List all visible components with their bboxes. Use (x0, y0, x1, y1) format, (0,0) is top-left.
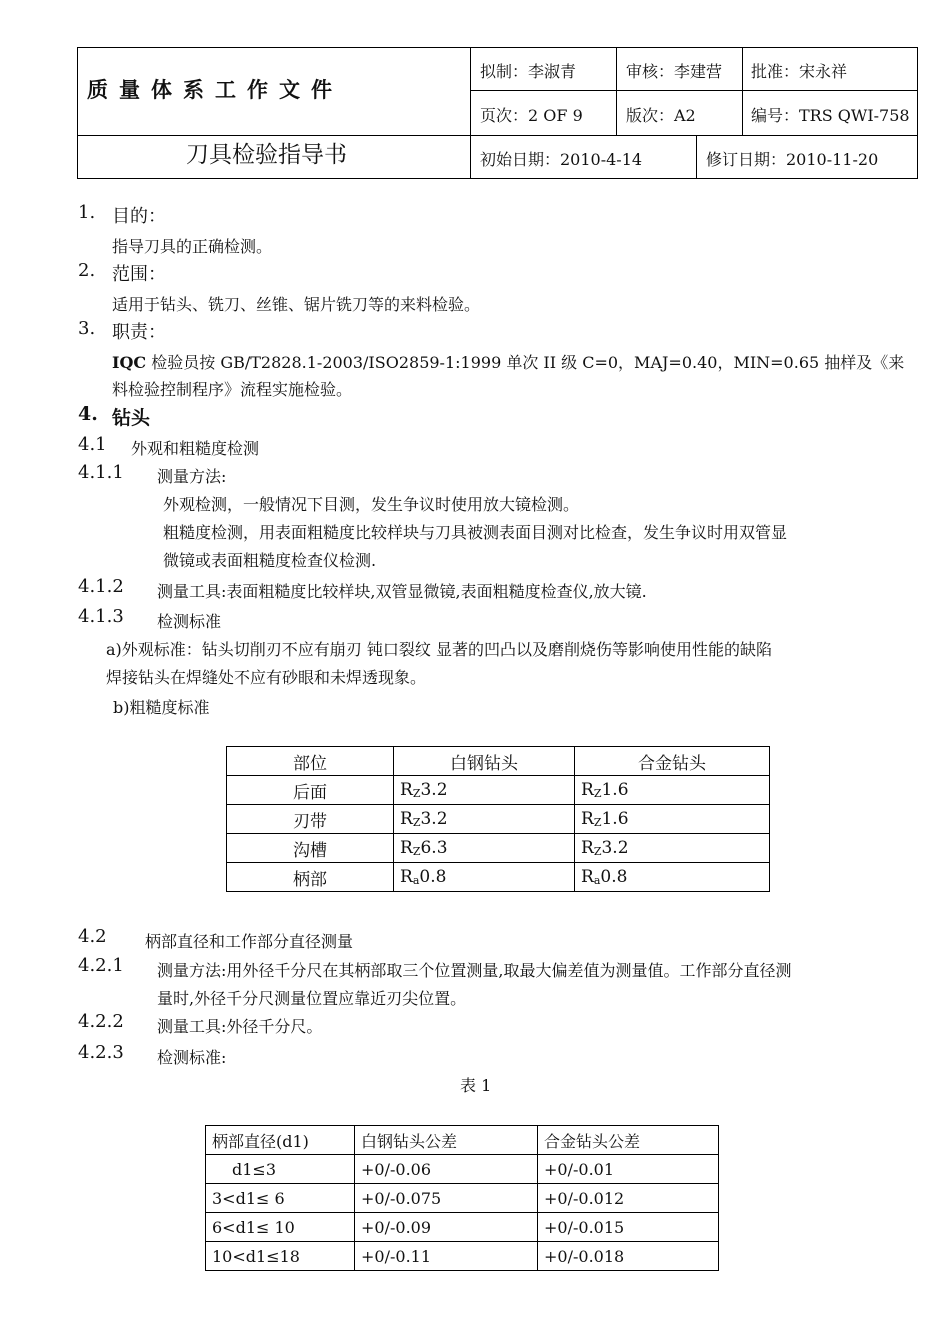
approver: 批准：宋永祥 (751, 62, 848, 81)
section-4-2-3-title: 检测标准: (157, 1048, 227, 1067)
value-cell: $R_Z3.2$ (575, 834, 770, 863)
value-cell: $R_Z1.6$ (575, 776, 770, 805)
table-row (206, 1155, 719, 1184)
section-4-1-1-title: 测量方法: (157, 467, 227, 486)
section-1-number: 1. (78, 202, 96, 223)
initial-date: 初始日期：2010-4-14 (480, 150, 643, 169)
section-4-1-2-title: 测量工具:表面粗糙度比较样块,双管显微镜,表面粗糙度检查仪,放大镜. (157, 582, 647, 601)
tolerance-cell: +0/-0.012 (538, 1184, 719, 1213)
org-title: 质量体系工作文件 (87, 77, 343, 102)
reviewer: 审核：李建营 (626, 62, 723, 81)
section-2-number: 2. (78, 260, 96, 281)
header-cell: 柄部直径(d1) (206, 1126, 355, 1155)
section-4-1-1-line3: 微镜或表面粗糙度检查仪检测. (163, 551, 377, 570)
section-4-2-number: 4.2 (78, 926, 107, 947)
section-4-2-1-line2: 量时,外径千分尺测量位置应靠近刃尖位置。 (157, 989, 467, 1008)
table-row (206, 1213, 719, 1242)
tolerance-cell: +0/-0.09 (355, 1213, 538, 1242)
header-cell: 部位 (227, 747, 394, 776)
roughness-table (226, 746, 770, 892)
section-2-body: 适用于钻头、铣刀、丝锥、锯片铣刀等的来料检验。 (112, 295, 481, 314)
doc-title: 刀具检验指导书 (186, 142, 347, 168)
roughness-standard-label: b)粗糙度标准 (113, 698, 210, 717)
section-4-2-1-number: 4.2.1 (78, 955, 124, 976)
section-4-title: 钻头 (112, 407, 151, 429)
table-row (227, 776, 770, 805)
tolerance-cell: +0/-0.11 (355, 1242, 538, 1271)
section-4-1-1-number: 4.1.1 (78, 462, 124, 483)
value-cell: $R_Z1.6$ (575, 805, 770, 834)
drafter: 拟制：李淑青 (480, 62, 577, 81)
appearance-standard-line1: a)外观标准：钻头切削刃不应有崩刃 钝口裂纹 显著的凹凸以及磨削烧伤等影响使用性能的缺陷 (106, 640, 772, 659)
tolerance-table (205, 1125, 719, 1271)
value-cell: $R_Z6.3$ (394, 834, 575, 863)
diameter-cell: 10<d1≤18 (206, 1242, 355, 1271)
section-3-body-line2: 料检验控制程序》流程实施检验。 (112, 380, 353, 399)
header-cell: 合金钻头 (575, 747, 770, 776)
section-3-title: 职责： (112, 322, 166, 343)
section-4-1-1-line1: 外观检测，一般情况下目测，发生争议时使用放大镜检测。 (163, 495, 580, 514)
header-cell: 白钢钻头 (394, 747, 575, 776)
part-cell: 柄部 (227, 863, 394, 892)
table-header-row (227, 747, 770, 776)
section-4-1-2-number: 4.1.2 (78, 576, 124, 597)
section-2-title: 范围： (112, 264, 166, 285)
table-row (206, 1242, 719, 1271)
section-3-number: 3. (78, 318, 96, 339)
section-4-number: 4. (78, 403, 98, 425)
section-4-2-2-title: 测量工具:外径千分尺。 (157, 1017, 323, 1036)
section-1-body: 指导刀具的正确检测。 (112, 237, 273, 256)
part-cell: 刃带 (227, 805, 394, 834)
section-4-2-3-number: 4.2.3 (78, 1042, 124, 1063)
table-header-row (206, 1126, 719, 1155)
section-4-1-1-line2: 粗糙度检测，用表面粗糙度比较样块与刀具被测表面目测对比检查，发生争议时用双管显 (163, 523, 788, 542)
section-4-1-title: 外观和粗糙度检测 (131, 439, 260, 458)
revised-date: 修订日期：2010-11-20 (706, 150, 879, 169)
tolerance-cell: +0/-0.075 (355, 1184, 538, 1213)
diameter-cell: 3<d1≤ 6 (206, 1184, 355, 1213)
tolerance-cell: +0/-0.01 (538, 1155, 719, 1184)
table-row (227, 805, 770, 834)
table-row (227, 834, 770, 863)
header-cell: 白钢钻头公差 (355, 1126, 538, 1155)
page-number: 页次：2 OF 9 (480, 106, 583, 125)
section-4-1-number: 4.1 (78, 434, 107, 455)
tolerance-cell: +0/-0.015 (538, 1213, 719, 1242)
diameter-cell: 6<d1≤ 10 (206, 1213, 355, 1242)
section-4-1-3-title: 检测标准 (157, 612, 222, 631)
document-header (77, 47, 918, 179)
table-row (206, 1184, 719, 1213)
tolerance-cell: +0/-0.06 (355, 1155, 538, 1184)
appearance-standard-line2: 焊接钻头在焊缝处不应有砂眼和未焊透现象。 (106, 668, 427, 687)
value-cell: $R_Z3.2$ (394, 776, 575, 805)
doc-number: 编号：TRS QWI-758 (751, 106, 910, 125)
table-1-caption: 表 1 (460, 1076, 492, 1095)
table-row (227, 863, 770, 892)
section-4-2-1-line1: 测量方法:用外径千分尺在其柄部取三个位置测量,取最大偏差值为测量值。工作部分直径测 (157, 961, 792, 980)
version: 版次：A2 (626, 106, 696, 125)
header-cell: 合金钻头公差 (538, 1126, 719, 1155)
diameter-cell: d1≤3 (206, 1155, 355, 1184)
section-1-title: 目的： (112, 206, 166, 227)
value-cell: $R_a0.8$ (394, 863, 575, 892)
part-cell: 后面 (227, 776, 394, 805)
tolerance-cell: +0/-0.018 (538, 1242, 719, 1271)
value-cell: $R_a0.8$ (575, 863, 770, 892)
section-3-body-line1: IQC 检验员按 GB/T2828.1-2003/ISO2859-1:1999 单次 II 级 C=0，MAJ=0.40，MIN=0.65 抽样及《来 (112, 353, 905, 372)
section-4-2-title: 柄部直径和工作部分直径测量 (145, 932, 354, 951)
part-cell: 沟槽 (227, 834, 394, 863)
value-cell: $R_Z3.2$ (394, 805, 575, 834)
section-4-2-2-number: 4.2.2 (78, 1011, 124, 1032)
section-4-1-3-number: 4.1.3 (78, 606, 124, 627)
